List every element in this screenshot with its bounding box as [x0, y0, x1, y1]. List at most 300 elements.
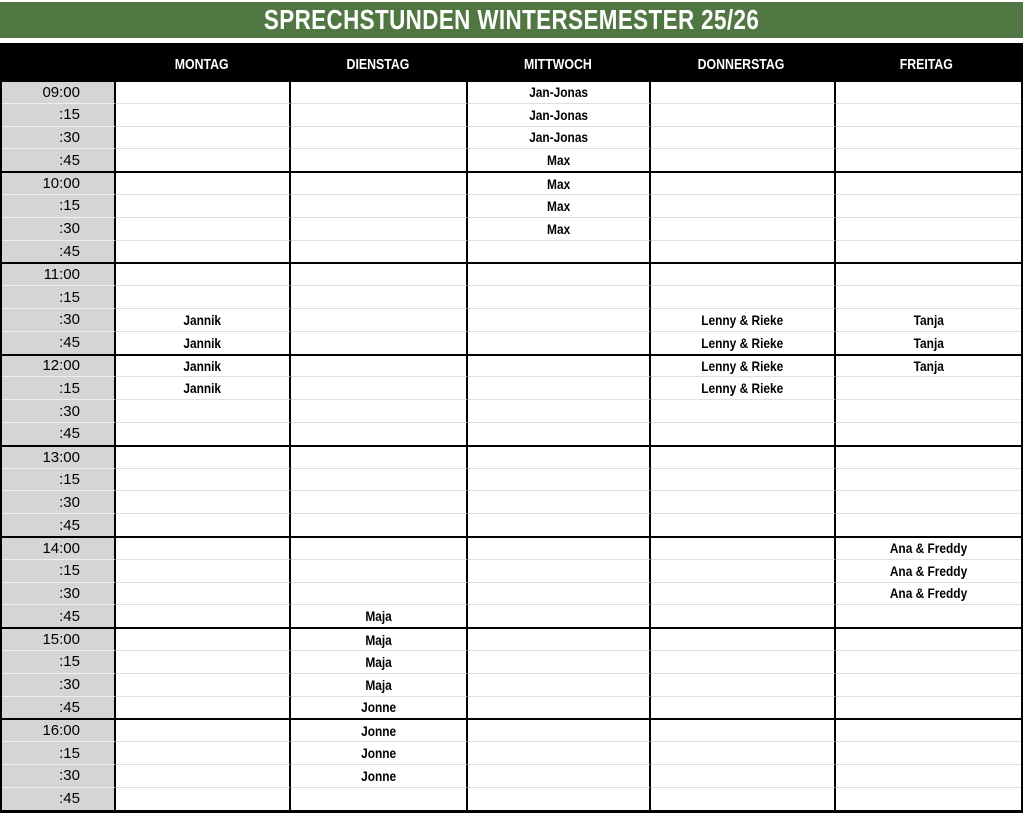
time-label: :15: [59, 653, 80, 671]
schedule-cell-dienstag: [291, 673, 468, 696]
schedule-cell-dienstag: [291, 629, 468, 650]
schedule-cell-montag: [116, 650, 291, 673]
schedule-cell-freitag: [836, 764, 1021, 787]
schedule-cell-freitag: [836, 741, 1021, 764]
time-label-cell: [2, 173, 116, 194]
schedule-row: [2, 103, 1021, 126]
schedule-cell-freitag: [836, 447, 1021, 468]
schedule-cell-donnerstag: [651, 741, 836, 764]
schedule-cell-montag: [116, 308, 291, 331]
schedule-cell-mittwoch: [468, 787, 651, 810]
schedule-cell-montag: [116, 447, 291, 468]
schedule-grid: [0, 80, 1023, 813]
time-label: :45: [59, 151, 80, 169]
schedule-cell-freitag: [836, 103, 1021, 126]
time-label-cell: [2, 331, 116, 354]
entry-name: Tanja: [913, 357, 944, 374]
schedule-cell-mittwoch: [468, 582, 651, 605]
day-header-row: [0, 43, 1023, 80]
schedule-cell-freitag: [836, 513, 1021, 536]
schedule-cell-donnerstag: [651, 650, 836, 673]
time-label: 12:00: [42, 357, 80, 375]
schedule-row: [2, 604, 1021, 627]
schedule-cell-montag: [116, 582, 291, 605]
schedule-cell-donnerstag: [651, 308, 836, 331]
schedule-cell-montag: [116, 264, 291, 285]
schedule-cell-donnerstag: [651, 513, 836, 536]
time-label-cell: [2, 308, 116, 331]
schedule-cell-freitag: [836, 696, 1021, 719]
entry-name: Jannik: [183, 334, 222, 351]
schedule-cell-donnerstag: [651, 673, 836, 696]
schedule-cell-mittwoch: [468, 447, 651, 468]
schedule-cell-mittwoch: [468, 126, 651, 149]
schedule-row: [2, 240, 1021, 263]
schedule-cell-mittwoch: [468, 103, 651, 126]
time-label-cell: [2, 468, 116, 491]
schedule-cell-freitag: [836, 650, 1021, 673]
schedule-cell-freitag: [836, 490, 1021, 513]
time-label: :15: [59, 106, 80, 124]
time-label-cell: [2, 356, 116, 377]
time-label: 16:00: [42, 722, 80, 740]
schedule-row: [2, 650, 1021, 673]
time-label: 11:00: [43, 266, 80, 284]
schedule-cell-freitag: [836, 399, 1021, 422]
schedule-cell-mittwoch: [468, 264, 651, 285]
day-header-freitag: [834, 43, 1019, 80]
schedule-cell-dienstag: [291, 308, 468, 331]
schedule-cell-freitag: [836, 148, 1021, 171]
time-label-cell: [2, 240, 116, 263]
schedule-cell-dienstag: [291, 720, 468, 741]
time-label: :15: [59, 470, 80, 488]
schedule-cell-freitag: [836, 82, 1021, 103]
time-label-cell: [2, 582, 116, 605]
time-label: :15: [59, 744, 80, 762]
time-label: :30: [59, 767, 80, 785]
schedule-cell-freitag: [836, 629, 1021, 650]
schedule-row: [2, 718, 1021, 741]
schedule-cell-donnerstag: [651, 787, 836, 810]
entry-name: Maja: [365, 676, 392, 693]
time-label-cell: [2, 490, 116, 513]
time-label-cell: [2, 126, 116, 149]
schedule-cell-donnerstag: [651, 126, 836, 149]
time-label-cell: [2, 82, 116, 103]
schedule-row: [2, 171, 1021, 194]
schedule-cell-freitag: [836, 264, 1021, 285]
schedule-cell-dienstag: [291, 126, 468, 149]
time-label: :15: [59, 562, 80, 580]
time-label: 10:00: [42, 175, 80, 193]
schedule-cell-donnerstag: [651, 538, 836, 559]
schedule-row: [2, 126, 1021, 149]
schedule-cell-freitag: [836, 559, 1021, 582]
entry-name: Tanja: [913, 334, 944, 351]
schedule-cell-dienstag: [291, 376, 468, 399]
schedule-cell-mittwoch: [468, 376, 651, 399]
schedule-cell-donnerstag: [651, 447, 836, 468]
time-label-cell: [2, 103, 116, 126]
schedule-cell-donnerstag: [651, 331, 836, 354]
time-label-cell: [2, 673, 116, 696]
schedule-cell-dienstag: [291, 513, 468, 536]
time-label-cell: [2, 513, 116, 536]
schedule-row: [2, 217, 1021, 240]
schedule-row: [2, 194, 1021, 217]
schedule-cell-montag: [116, 538, 291, 559]
entry-name: Lenny & Rieke: [701, 357, 784, 374]
schedule-cell-montag: [116, 356, 291, 377]
schedule-cell-freitag: [836, 787, 1021, 810]
schedule-cell-donnerstag: [651, 422, 836, 445]
schedule-cell-montag: [116, 559, 291, 582]
schedule-cell-dienstag: [291, 559, 468, 582]
time-label-cell: [2, 559, 116, 582]
time-label-cell: [2, 217, 116, 240]
time-label-cell: [2, 148, 116, 171]
time-label: :45: [59, 516, 80, 534]
entry-name: Jan-Jonas: [529, 84, 588, 101]
schedule-cell-mittwoch: [468, 399, 651, 422]
schedule-page: [0, 2, 1023, 813]
schedule-cell-donnerstag: [651, 356, 836, 377]
schedule-cell-montag: [116, 399, 291, 422]
schedule-cell-montag: [116, 764, 291, 787]
schedule-cell-freitag: [836, 604, 1021, 627]
schedule-cell-dienstag: [291, 194, 468, 217]
schedule-cell-freitag: [836, 173, 1021, 194]
schedule-cell-freitag: [836, 582, 1021, 605]
schedule-cell-mittwoch: [468, 650, 651, 673]
day-header-label: FREITAG: [899, 57, 954, 73]
schedule-cell-dienstag: [291, 82, 468, 103]
schedule-cell-mittwoch: [468, 148, 651, 171]
time-label-cell: [2, 447, 116, 468]
schedule-row: [2, 331, 1021, 354]
time-label-cell: [2, 264, 116, 285]
time-label: 09:00: [42, 83, 80, 101]
schedule-cell-donnerstag: [651, 490, 836, 513]
schedule-cell-dienstag: [291, 356, 468, 377]
schedule-row: [2, 308, 1021, 331]
time-column-header-spacer: [0, 43, 114, 80]
schedule-cell-montag: [116, 217, 291, 240]
schedule-row: [2, 148, 1021, 171]
schedule-row: [2, 80, 1021, 103]
day-header-label: MITTWOCH: [523, 57, 592, 73]
schedule-row: [2, 582, 1021, 605]
page-title: SPRECHSTUNDEN WINTERSEMESTER 25/26: [263, 4, 760, 35]
time-label-cell: [2, 285, 116, 308]
entry-name: Max: [546, 197, 571, 214]
schedule-cell-mittwoch: [468, 422, 651, 445]
schedule-cell-donnerstag: [651, 264, 836, 285]
schedule-cell-dienstag: [291, 696, 468, 719]
time-label: :15: [59, 379, 80, 397]
day-header-label: DONNERSTAG: [698, 57, 785, 73]
schedule-cell-donnerstag: [651, 194, 836, 217]
schedule-cell-mittwoch: [468, 490, 651, 513]
schedule-cell-montag: [116, 173, 291, 194]
time-label-cell: [2, 422, 116, 445]
schedule-cell-mittwoch: [468, 285, 651, 308]
entry-name: Tanja: [913, 311, 944, 328]
time-label: :30: [59, 128, 80, 146]
schedule-cell-mittwoch: [468, 629, 651, 650]
entry-name: Jan-Jonas: [529, 106, 588, 123]
schedule-cell-freitag: [836, 422, 1021, 445]
schedule-cell-dienstag: [291, 468, 468, 491]
entry-name: Lenny & Rieke: [701, 334, 784, 351]
schedule-cell-donnerstag: [651, 629, 836, 650]
time-label-cell: [2, 629, 116, 650]
schedule-cell-dienstag: [291, 447, 468, 468]
entry-name: Max: [546, 220, 571, 237]
schedule-row: [2, 376, 1021, 399]
day-header-mittwoch: [466, 43, 649, 80]
schedule-cell-donnerstag: [651, 604, 836, 627]
schedule-row: [2, 262, 1021, 285]
schedule-cell-dienstag: [291, 285, 468, 308]
schedule-cell-montag: [116, 629, 291, 650]
time-label: :45: [59, 242, 80, 260]
schedule-cell-freitag: [836, 240, 1021, 263]
time-label: :45: [59, 425, 80, 443]
schedule-cell-montag: [116, 422, 291, 445]
schedule-cell-freitag: [836, 217, 1021, 240]
schedule-row: [2, 559, 1021, 582]
schedule-cell-mittwoch: [468, 356, 651, 377]
schedule-cell-mittwoch: [468, 240, 651, 263]
schedule-row: [2, 468, 1021, 491]
day-header-label: DIENSTAG: [346, 57, 409, 73]
entry-name: Jannik: [183, 380, 222, 397]
entry-name: Ana & Freddy: [889, 562, 968, 579]
schedule-cell-freitag: [836, 376, 1021, 399]
schedule-cell-mittwoch: [468, 194, 651, 217]
entry-name: Ana & Freddy: [889, 540, 968, 557]
schedule-cell-mittwoch: [468, 673, 651, 696]
schedule-cell-mittwoch: [468, 559, 651, 582]
schedule-cell-donnerstag: [651, 399, 836, 422]
schedule-cell-freitag: [836, 308, 1021, 331]
schedule-cell-montag: [116, 513, 291, 536]
schedule-cell-montag: [116, 194, 291, 217]
entry-name: Jonne: [360, 767, 397, 784]
schedule-cell-montag: [116, 285, 291, 308]
schedule-cell-dienstag: [291, 538, 468, 559]
time-label: :30: [59, 584, 80, 602]
day-header-dienstag: [289, 43, 466, 80]
schedule-cell-donnerstag: [651, 240, 836, 263]
schedule-cell-dienstag: [291, 490, 468, 513]
schedule-cell-dienstag: [291, 764, 468, 787]
schedule-cell-montag: [116, 720, 291, 741]
schedule-cell-donnerstag: [651, 696, 836, 719]
time-label: 13:00: [42, 448, 80, 466]
schedule-cell-montag: [116, 490, 291, 513]
schedule-cell-montag: [116, 468, 291, 491]
entry-name: Max: [546, 175, 571, 192]
time-label: :15: [59, 197, 80, 215]
schedule-cell-dienstag: [291, 331, 468, 354]
schedule-cell-dienstag: [291, 787, 468, 810]
time-label: :30: [59, 676, 80, 694]
schedule-cell-montag: [116, 240, 291, 263]
entry-name: Jonne: [360, 745, 397, 761]
schedule-cell-donnerstag: [651, 217, 836, 240]
entry-name: Jannik: [183, 311, 222, 328]
time-label-cell: [2, 696, 116, 719]
entry-name: Lenny & Rieke: [701, 380, 784, 397]
schedule-cell-freitag: [836, 194, 1021, 217]
schedule-cell-freitag: [836, 720, 1021, 741]
day-header-donnerstag: [649, 43, 834, 80]
schedule-cell-donnerstag: [651, 468, 836, 491]
time-label: :45: [59, 698, 80, 716]
time-label-cell: [2, 787, 116, 810]
schedule-cell-mittwoch: [468, 720, 651, 741]
time-label: :30: [59, 311, 80, 329]
schedule-cell-dienstag: [291, 650, 468, 673]
time-label: :30: [59, 220, 80, 238]
schedule-cell-dienstag: [291, 264, 468, 285]
schedule-cell-donnerstag: [651, 173, 836, 194]
schedule-cell-dienstag: [291, 582, 468, 605]
schedule-cell-donnerstag: [651, 376, 836, 399]
entry-name: Maja: [365, 653, 392, 670]
schedule-row: [2, 285, 1021, 308]
time-label-cell: [2, 764, 116, 787]
schedule-row: [2, 787, 1021, 810]
schedule-cell-dienstag: [291, 422, 468, 445]
title-banner: [0, 2, 1023, 38]
schedule-cell-freitag: [836, 538, 1021, 559]
time-label: :30: [59, 493, 80, 511]
time-label-cell: [2, 650, 116, 673]
schedule-cell-mittwoch: [468, 468, 651, 491]
schedule-cell-mittwoch: [468, 696, 651, 719]
day-header-montag: [114, 43, 289, 80]
schedule-cell-montag: [116, 82, 291, 103]
schedule-cell-freitag: [836, 285, 1021, 308]
schedule-cell-mittwoch: [468, 217, 651, 240]
schedule-row: [2, 696, 1021, 719]
time-label-cell: [2, 741, 116, 764]
entry-name: Maja: [365, 608, 392, 625]
time-label-cell: [2, 604, 116, 627]
schedule-cell-dienstag: [291, 217, 468, 240]
schedule-cell-montag: [116, 103, 291, 126]
schedule-row: [2, 399, 1021, 422]
entry-name: Jonne: [360, 722, 397, 739]
entry-name: Lenny & Rieke: [701, 311, 784, 328]
schedule-cell-mittwoch: [468, 538, 651, 559]
schedule-cell-freitag: [836, 331, 1021, 354]
time-label-cell: [2, 399, 116, 422]
schedule-cell-montag: [116, 787, 291, 810]
schedule-cell-mittwoch: [468, 513, 651, 536]
time-label: :45: [59, 334, 80, 352]
schedule-cell-donnerstag: [651, 582, 836, 605]
entry-name: Max: [546, 152, 571, 169]
schedule-cell-montag: [116, 126, 291, 149]
time-label: :30: [59, 402, 80, 420]
schedule-cell-montag: [116, 673, 291, 696]
schedule-cell-dienstag: [291, 399, 468, 422]
time-label-cell: [2, 194, 116, 217]
schedule-cell-montag: [116, 741, 291, 764]
schedule-cell-dienstag: [291, 103, 468, 126]
schedule-cell-freitag: [836, 126, 1021, 149]
schedule-row: [2, 764, 1021, 787]
schedule-row: [2, 627, 1021, 650]
schedule-cell-donnerstag: [651, 720, 836, 741]
time-label: :45: [59, 607, 80, 625]
schedule-cell-donnerstag: [651, 148, 836, 171]
schedule-cell-donnerstag: [651, 103, 836, 126]
time-label-cell: [2, 538, 116, 559]
schedule-row: [2, 741, 1021, 764]
day-header-label: MONTAG: [174, 57, 229, 73]
schedule-cell-freitag: [836, 356, 1021, 377]
time-label: 15:00: [42, 631, 80, 649]
schedule-cell-dienstag: [291, 240, 468, 263]
schedule-cell-freitag: [836, 468, 1021, 491]
schedule-row: [2, 422, 1021, 445]
schedule-cell-montag: [116, 148, 291, 171]
time-label: :45: [59, 790, 80, 808]
schedule-row: [2, 445, 1021, 468]
schedule-cell-mittwoch: [468, 741, 651, 764]
schedule-cell-mittwoch: [468, 604, 651, 627]
time-label: :15: [59, 288, 80, 306]
schedule-cell-mittwoch: [468, 308, 651, 331]
entry-name: Maja: [365, 631, 392, 648]
schedule-cell-montag: [116, 604, 291, 627]
schedule-row: [2, 513, 1021, 536]
time-label-cell: [2, 720, 116, 741]
entry-name: Jannik: [183, 357, 222, 374]
schedule-cell-montag: [116, 331, 291, 354]
entry-name: Jan-Jonas: [529, 129, 588, 146]
schedule-cell-mittwoch: [468, 331, 651, 354]
schedule-cell-donnerstag: [651, 285, 836, 308]
schedule-cell-montag: [116, 376, 291, 399]
schedule-cell-montag: [116, 696, 291, 719]
schedule-cell-donnerstag: [651, 559, 836, 582]
schedule-cell-donnerstag: [651, 764, 836, 787]
schedule-cell-mittwoch: [468, 82, 651, 103]
schedule-cell-mittwoch: [468, 173, 651, 194]
schedule-row: [2, 354, 1021, 377]
schedule-cell-dienstag: [291, 173, 468, 194]
entry-name: Ana & Freddy: [889, 585, 968, 602]
schedule-cell-mittwoch: [468, 764, 651, 787]
time-label: 14:00: [42, 539, 80, 557]
schedule-row: [2, 673, 1021, 696]
schedule-cell-dienstag: [291, 148, 468, 171]
entry-name: Jonne: [360, 699, 397, 716]
schedule-cell-dienstag: [291, 604, 468, 627]
schedule-row: [2, 536, 1021, 559]
schedule-cell-donnerstag: [651, 82, 836, 103]
schedule-cell-dienstag: [291, 741, 468, 764]
schedule-cell-freitag: [836, 673, 1021, 696]
time-label-cell: [2, 376, 116, 399]
